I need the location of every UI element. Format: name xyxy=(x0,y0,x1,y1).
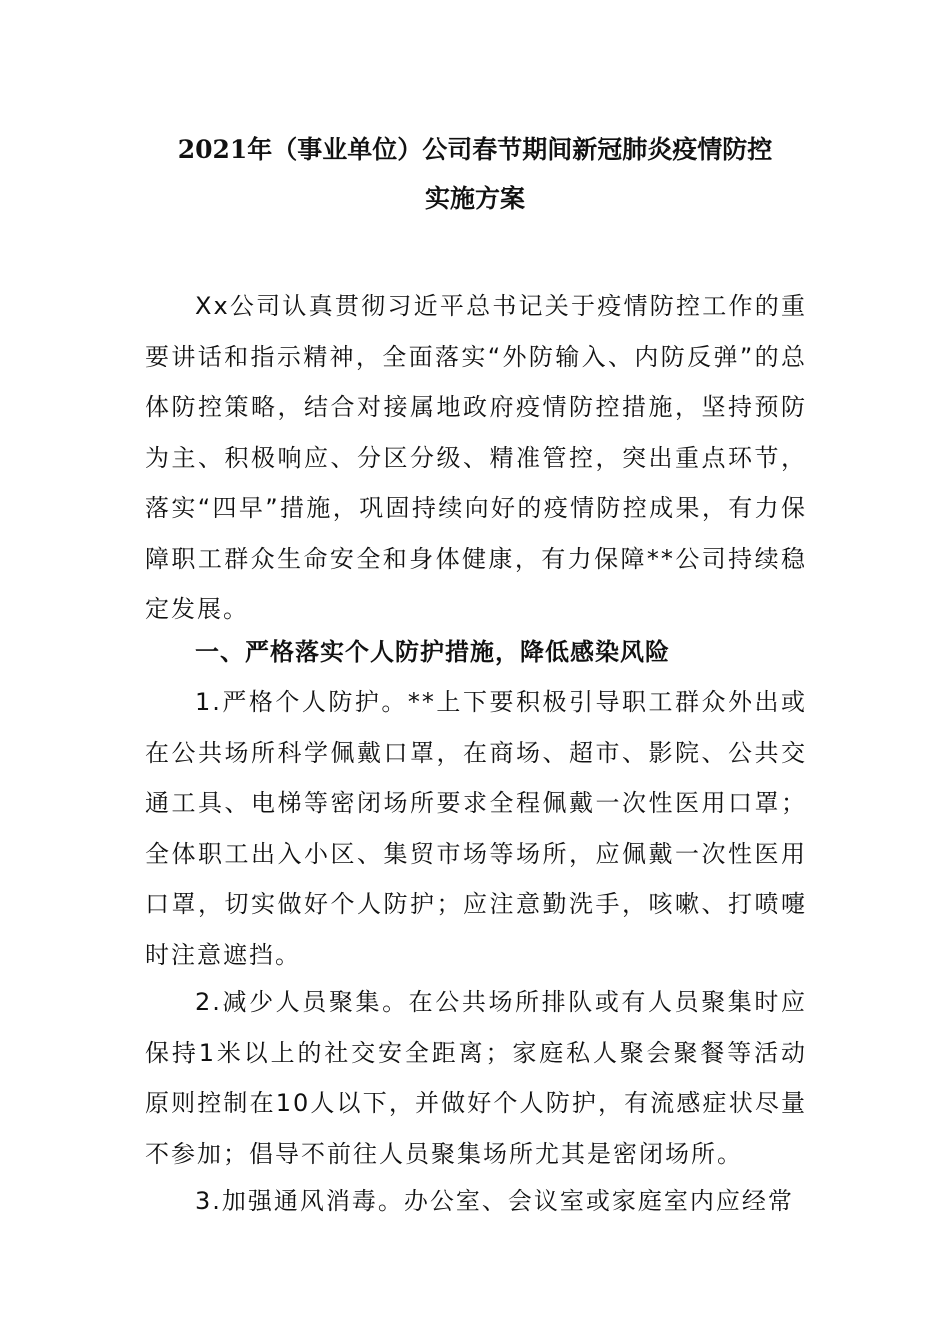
document-title-line2: 实施方案 xyxy=(424,184,525,213)
intro-paragraph: Xx公司认真贯彻习近平总书记关于疫情防控工作的重要讲话和指示精神，全面落实“外防输入、内防反弹”的总体防控策略，结合对接属地政府疫情防控措施，坚持预防为主、积极响应、分区分级、精准管控，突出重点环节，落实“四早”措施，巩固持续向好的疫情防控成果，有力保障职工群众生命安全和身体健康，有力保障**公司持续稳定发展。 xyxy=(145,292,807,623)
document-title-line1: 2021年（事业单位）公司春节期间新冠肺炎疫情防控 xyxy=(177,135,773,164)
item-paragraph-3: 3.加强通风消毒。办公室、会议室或家庭室内应经常 xyxy=(195,1187,794,1215)
item-paragraph-1: 1.严格个人防护。**上下要积极引导职工群众外出或在公共场所科学佩戴口罩，在商场、超市、影院、公共交通工具、电梯等密闭场所要求全程佩戴一次性医用口罩；全体职工出入小区、集贸市场等场所，应佩戴一次性医用口罩，切实做好个人防护；应注意勤洗手，咳嗽、打喷嚏时注意遮挡。 xyxy=(145,688,807,969)
section-heading: 一、严格落实个人防护措施，降低感染风险 xyxy=(195,638,670,666)
item-paragraph-2: 2.减少人员聚集。在公共场所排队或有人员聚集时应保持1米以上的社交安全距离；家庭私人聚会聚餐等活动原则控制在10人以下，并做好个人防护，有流感症状尽量不参加；倡导不前往人员聚集场所尤其是密闭场所。 xyxy=(145,988,807,1168)
